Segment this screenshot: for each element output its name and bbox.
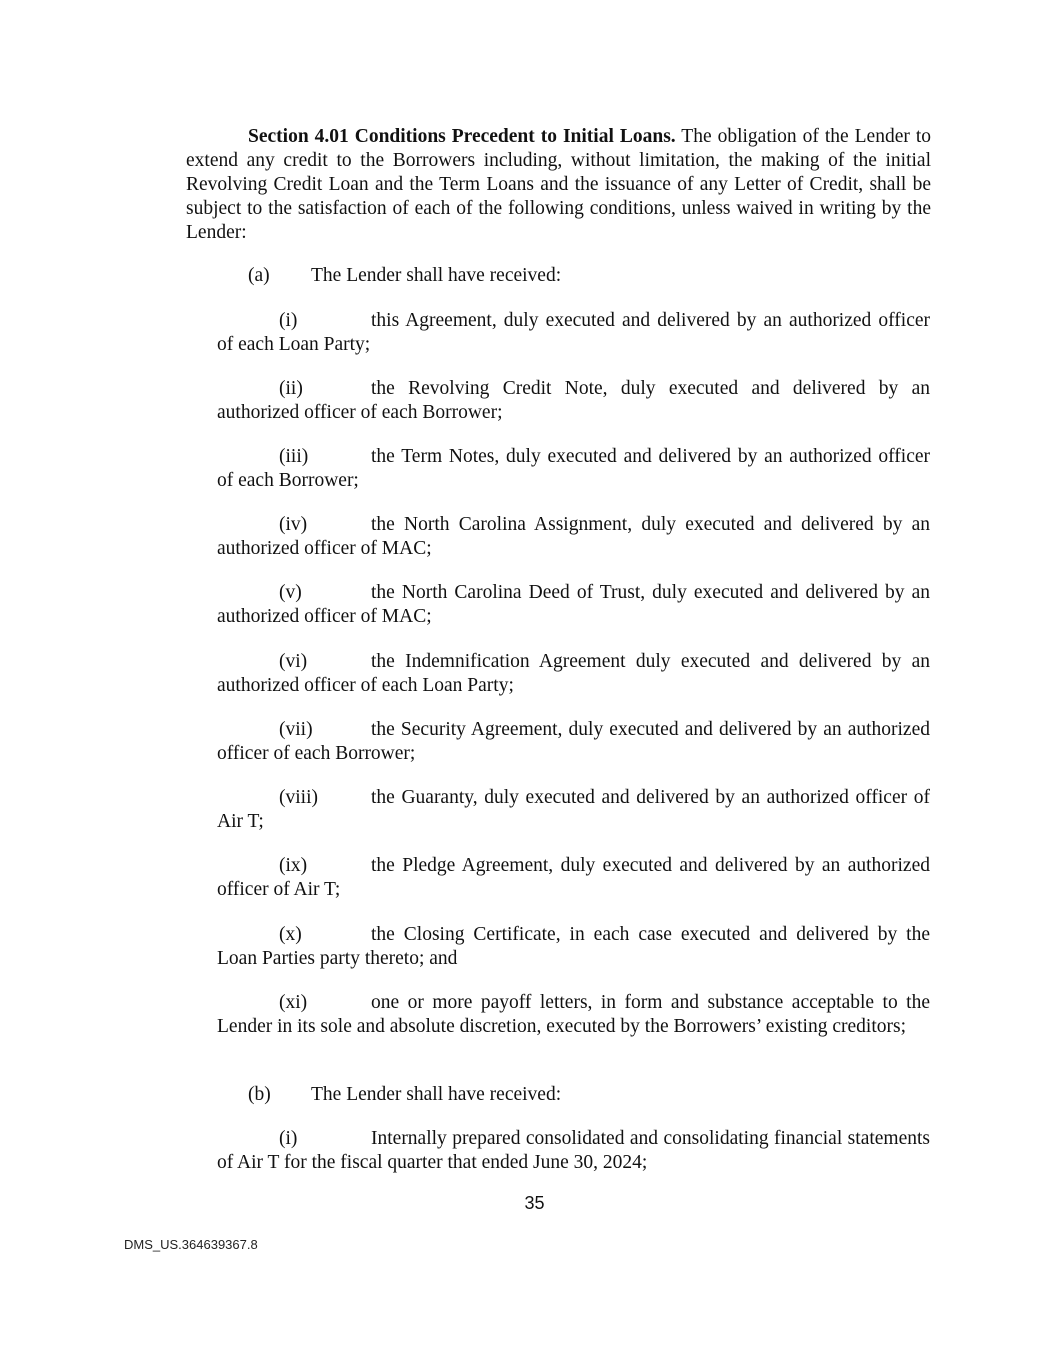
item-label: (v) xyxy=(279,582,302,603)
item-text: the Indemnification Agreement duly executed and delivered by an authorized officer of each Loan Party; xyxy=(217,651,930,696)
item-label: (vii) xyxy=(279,719,313,740)
item-label: (i) xyxy=(279,1128,298,1149)
section-heading: Section 4.01 Conditions Precedent to Initial Loans. xyxy=(248,126,676,147)
list-item xyxy=(217,923,930,971)
subsection-b xyxy=(248,1083,561,1107)
list-item xyxy=(217,991,930,1039)
item-text: this Agreement, duly executed and delivered by an authorized officer of each Loan Party; xyxy=(217,310,930,355)
item-text: the Pledge Agreement, duly executed and delivered by an authorized officer of Air T; xyxy=(217,855,930,900)
subsection-a xyxy=(248,264,561,288)
item-text: the North Carolina Deed of Trust, duly executed and delivered by an authorized officer of MAC; xyxy=(217,582,930,627)
list-item xyxy=(217,445,930,493)
item-text: Internally prepared consolidated and consolidating financial statements of Air T for the fiscal quarter that ended June 30, 2024; xyxy=(217,1128,930,1173)
subsection-label: (b) xyxy=(248,1084,271,1105)
item-text: the Closing Certificate, in each case executed and delivered by the Loan Parties party thereto; and xyxy=(217,924,930,969)
item-text: the Security Agreement, duly executed and delivered by an authorized officer of each Borrower; xyxy=(217,719,930,764)
item-text: the Term Notes, duly executed and delivered by an authorized officer of each Borrower; xyxy=(217,446,930,491)
item-label: (viii) xyxy=(279,787,318,808)
section-4-01-paragraph xyxy=(186,125,931,245)
item-label: (iv) xyxy=(279,514,308,535)
list-item xyxy=(217,377,930,425)
item-label: (i) xyxy=(279,310,298,331)
list-item xyxy=(217,1127,930,1175)
list-item xyxy=(217,650,930,698)
item-label: (ii) xyxy=(279,378,303,399)
item-text: the Guaranty, duly executed and delivered by an authorized officer of Air T; xyxy=(217,787,930,832)
item-text: the Revolving Credit Note, duly executed and delivered by an authorized officer of each Borrower; xyxy=(217,378,930,423)
list-item xyxy=(217,309,930,357)
item-label: (iii) xyxy=(279,446,309,467)
list-item xyxy=(217,786,930,834)
page-number: 35 xyxy=(524,1193,545,1213)
item-label: (xi) xyxy=(279,992,308,1013)
subsection-text: The Lender shall have received: xyxy=(311,1084,562,1105)
list-item xyxy=(217,718,930,766)
list-item xyxy=(217,854,930,902)
document-id: DMS_US.364639367.8 xyxy=(124,1237,258,1252)
section-body: The obligation of the Lender to extend any credit to the Borrowers including, without limitation, the making of the initial Revolving Credit Loan and the Term Loans and the issuance of any Letter of Credit, shall be subject to the satisfaction of each of the following conditions, unless waived in writing by the Lender: xyxy=(186,126,931,243)
subsection-label: (a) xyxy=(248,265,270,286)
item-label: (vi) xyxy=(279,651,308,672)
item-text: one or more payoff letters, in form and substance acceptable to the Lender in its sole and absolute discretion, executed by the Borrowers’ existing creditors; xyxy=(217,992,930,1037)
list-item xyxy=(217,513,930,561)
list-item xyxy=(217,581,930,629)
item-text: the North Carolina Assignment, duly executed and delivered by an authorized officer of MAC; xyxy=(217,514,930,559)
item-label: (ix) xyxy=(279,855,308,876)
item-label: (x) xyxy=(279,924,302,945)
subsection-text: The Lender shall have received: xyxy=(311,265,562,286)
